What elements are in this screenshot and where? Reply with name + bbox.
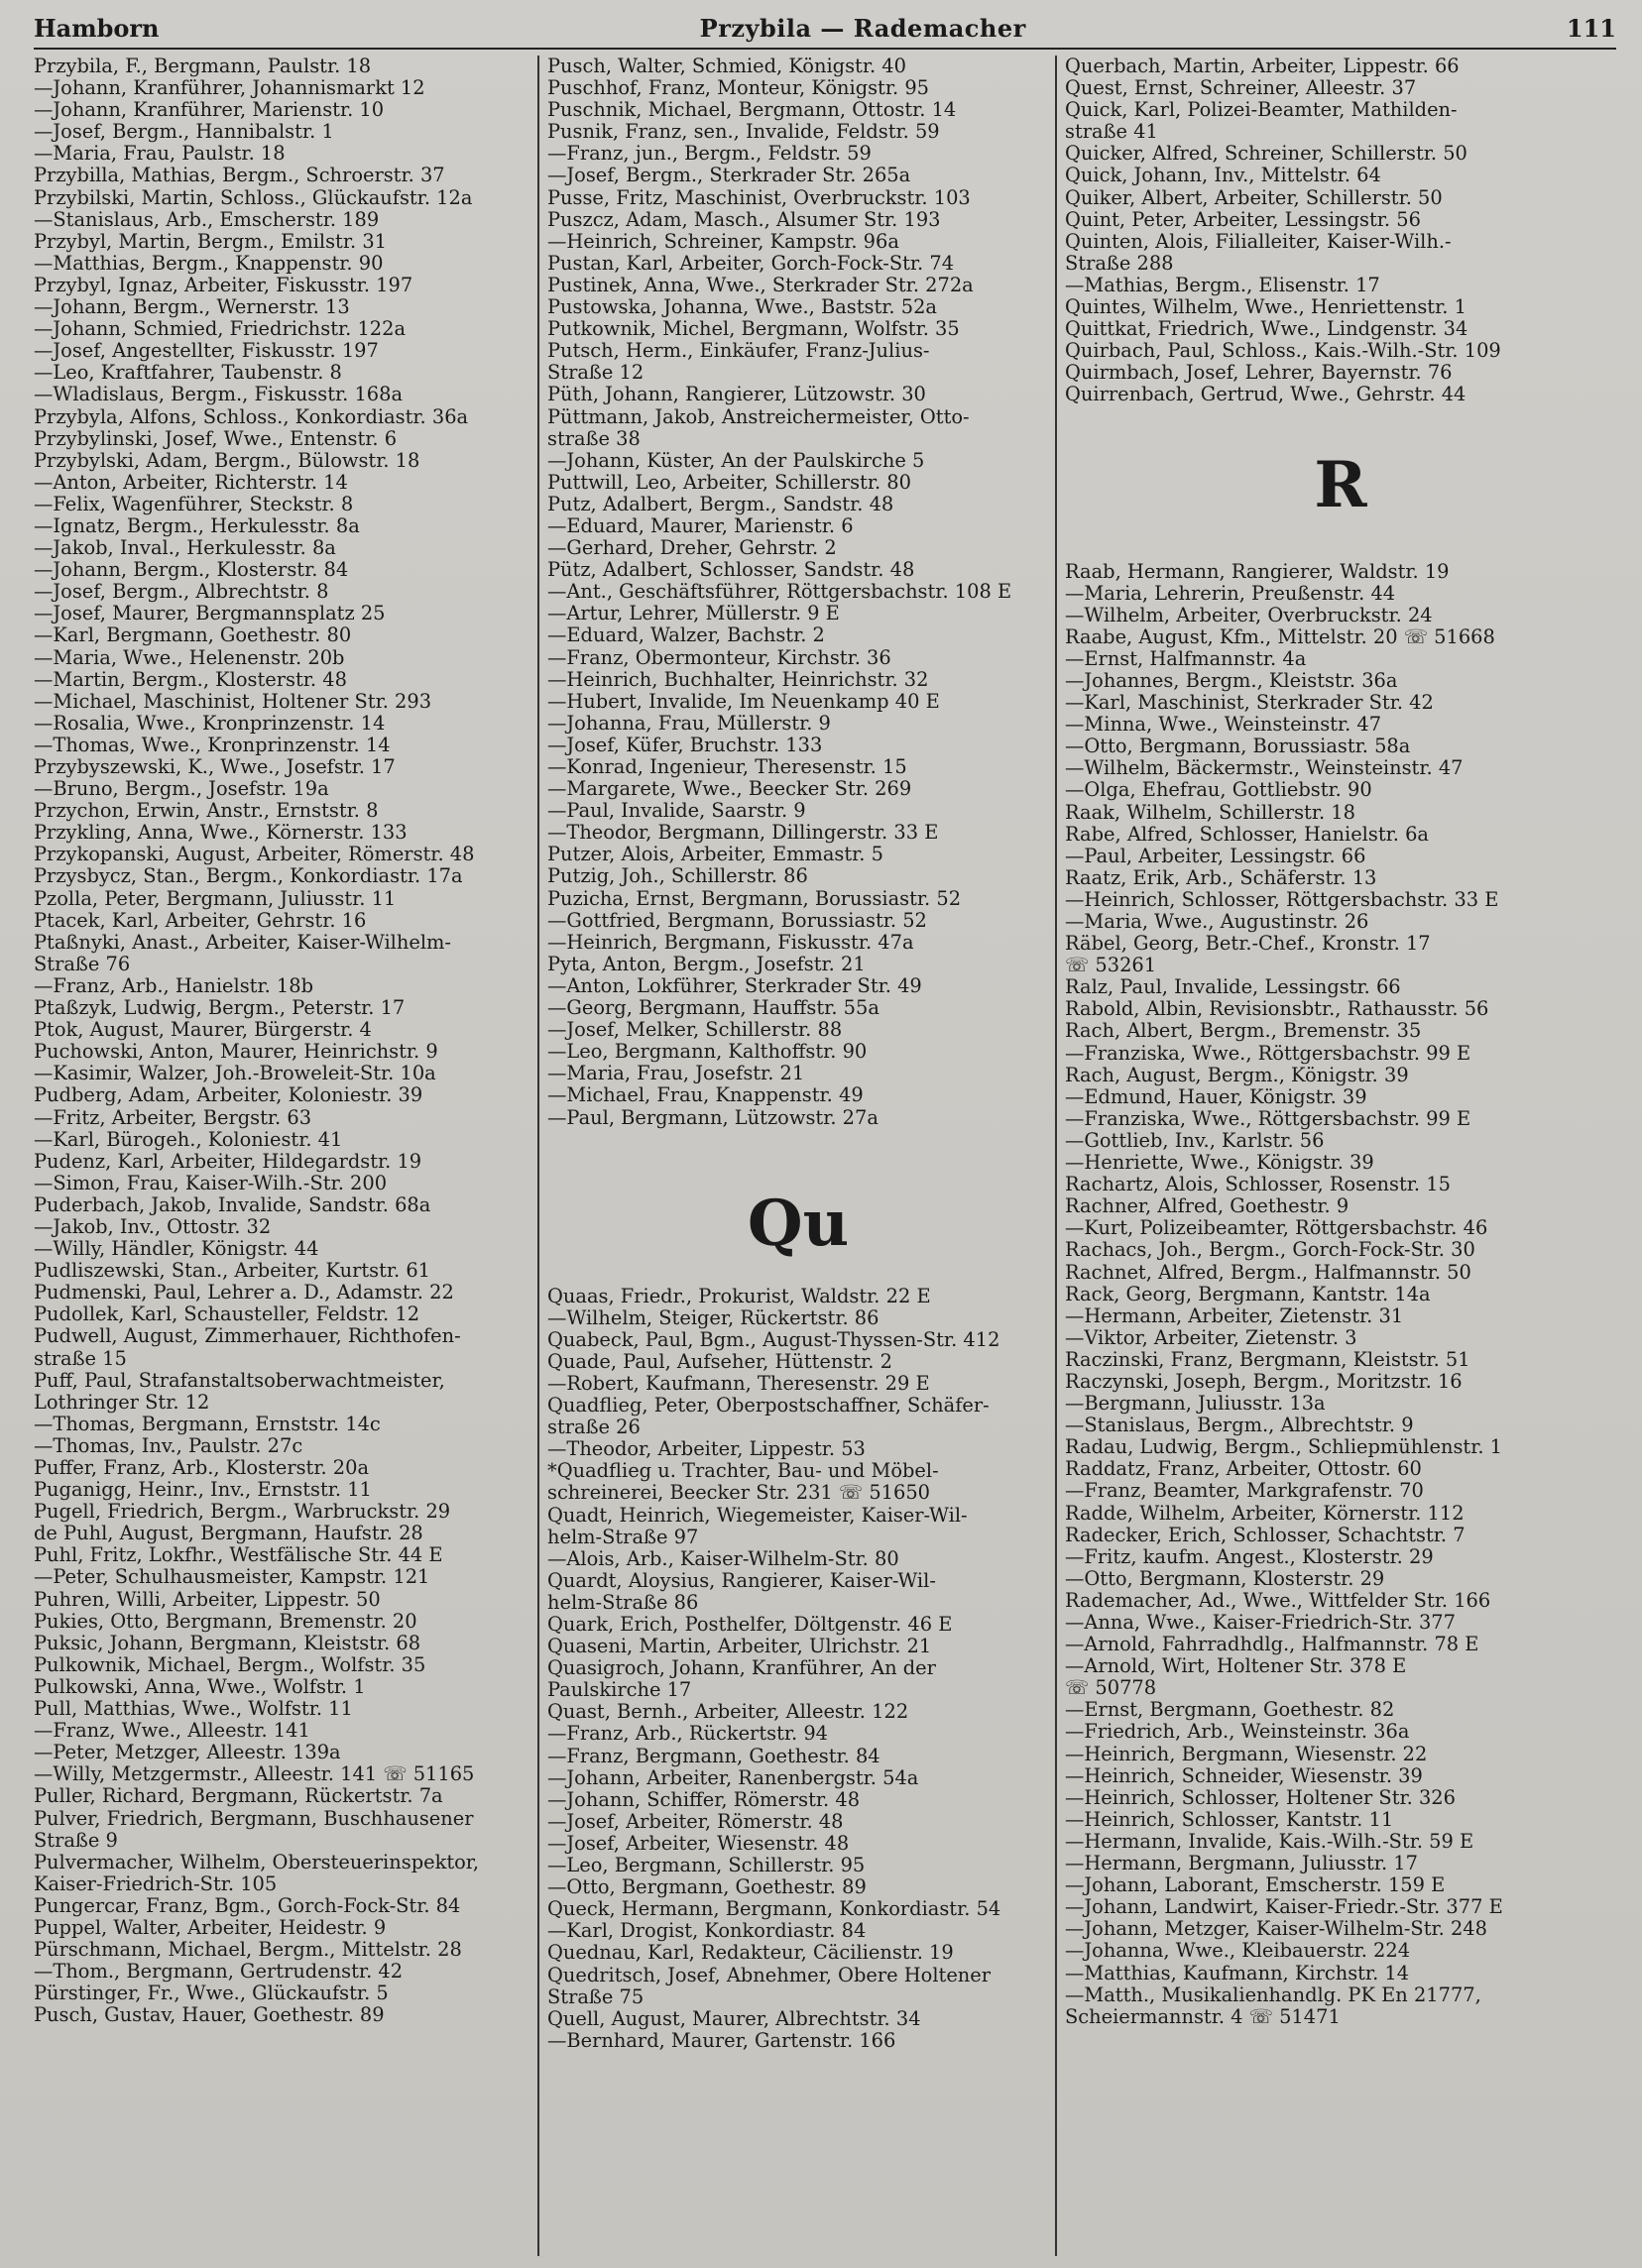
directory-entry: —Peter, Metzger, Alleestr. 139a [34,1742,341,1764]
directory-entry: Quade, Paul, Aufseher, Hüttenstr. 2 [547,1350,892,1373]
entries-col2-bottom [547,1286,1049,2052]
directory-entry: —Bergmann, Juliusstr. 13a [1065,1393,1326,1416]
directory-entry: schreinerei, Beecker Str. 231 ☏ 51650 [547,1482,931,1505]
directory-entry: Quintes, Wilhelm, Wwe., Henriettenstr. 1 [1065,296,1466,319]
directory-entry: Pürschmann, Michael, Bergm., Mittelstr. 28 [34,1939,462,1962]
directory-entry: —Willy, Metzgermstr., Alleestr. 141 ☏ 51165 [34,1763,475,1786]
directory-entry: —Ernst, Bergmann, Goethestr. 82 [1065,1699,1395,1722]
directory-entry: Pyta, Anton, Bergm., Josefstr. 21 [547,953,866,975]
directory-entry: Quabeck, Paul, Bgm., August-Thyssen-Str. 412 [547,1328,1000,1351]
directory-entry: —Artur, Lehrer, Müllerstr. 9 E [547,603,840,625]
directory-entry: —Josef, Arbeiter, Wiesenstr. 48 [547,1832,850,1855]
directory-entry: Puff, Paul, Strafanstaltsoberwachtmeister, [34,1369,445,1392]
directory-entry: Puschhof, Franz, Monteur, Königstr. 95 [547,77,929,100]
directory-entry: Straße 75 [547,1985,645,2008]
directory-entry: Rack, Georg, Bergmann, Kantstr. 14a [1065,1283,1431,1305]
directory-entry: —Eduard, Maurer, Marienstr. 6 [547,514,854,537]
directory-entry: —Johann, Schmied, Friedrichstr. 122a [34,318,407,341]
directory-entry: —Gottfried, Bergmann, Borussiastr. 52 [547,909,927,932]
directory-entry: —Wilhelm, Bäckermstr., Weinsteinstr. 47 [1065,757,1464,780]
directory-entry: Quast, Bernh., Arbeiter, Alleestr. 122 [547,1701,909,1724]
directory-entry: Przybilski, Martin, Schloss., Glückaufstr. 12a [34,186,473,209]
directory-entry: Przybila, F., Bergmann, Paulstr. 18 [34,56,372,77]
directory-entry: Rachacs, Joh., Bergm., Gorch-Fock-Str. 30 [1065,1239,1475,1262]
directory-entry: Pulkowski, Anna, Wwe., Wolfstr. 1 [34,1675,366,1698]
directory-entry: —Michael, Frau, Knappenstr. 49 [547,1084,864,1107]
directory-entry: —Thomas, Bergmann, Ernststr. 14c [34,1413,381,1435]
directory-entry: Quick, Karl, Polizei-Beamter, Mathilden- [1065,99,1458,122]
directory-entry: —Heinrich, Buchhalter, Heinrichstr. 32 [547,668,929,691]
directory-entry: —Johanna, Frau, Müllerstr. 9 [547,712,831,735]
directory-entry: —Josef, Küfer, Bruchstr. 133 [547,734,823,756]
directory-entry: —Leo, Bergmann, Kalthoffstr. 90 [547,1041,868,1064]
directory-entry: —Leo, Kraftfahrer, Taubenstr. 8 [34,362,342,385]
directory-entry: —Karl, Bürogeh., Koloniestr. 41 [34,1128,343,1151]
directory-entry: Przybyl, Ignaz, Arbeiter, Fiskusstr. 197 [34,274,413,296]
directory-entry: Quirmbach, Josef, Lehrer, Bayernstr. 76 [1065,362,1453,385]
directory-entry: straße 41 [1065,121,1158,144]
directory-entry: Pugell, Friedrich, Bergm., Warbruckstr. 29 [34,1501,451,1524]
directory-entry: Pusnik, Franz, sen., Invalide, Feldstr. 59 [547,121,940,144]
directory-entry: Scheiermannstr. 4 ☏ 51471 [1065,2005,1341,2028]
directory-entry: ☏ 53261 [1065,955,1157,977]
directory-entry: Raabe, August, Kfm., Mittelstr. 20 ☏ 51668 [1065,625,1495,648]
directory-entry: —Martin, Bergm., Klosterstr. 48 [34,668,347,691]
directory-entry: —Felix, Wagenführer, Steckstr. 8 [34,493,354,515]
directory-entry: —Konrad, Ingenieur, Theresenstr. 15 [547,756,907,778]
directory-entry: Pustan, Karl, Arbeiter, Gorch-Fock-Str. 74 [547,252,955,275]
directory-entry: Przychon, Erwin, Anstr., Ernststr. 8 [34,800,379,823]
directory-entry: Przybylinski, Josef, Wwe., Entenstr. 6 [34,427,398,450]
directory-entry: —Gerhard, Dreher, Gehrstr. 2 [547,537,837,560]
directory-entry: —Franz, Beamter, Markgrafenstr. 70 [1065,1480,1424,1503]
directory-entry: —Maria, Frau, Josefstr. 21 [547,1063,805,1085]
directory-entry: —Heinrich, Schreiner, Kampstr. 96a [547,230,899,253]
directory-entry: —Josef, Bergm., Hannibalstr. 1 [34,121,334,144]
directory-entry: —Johann, Arbeiter, Ranenbergstr. 54a [547,1766,919,1789]
directory-entry: —Paul, Bergmann, Lützowstr. 27a [547,1106,879,1129]
directory-entry: Puffer, Franz, Arb., Klosterstr. 20a [34,1457,370,1479]
directory-entry: —Johann, Bergm., Wernerstr. 13 [34,296,350,319]
directory-entry: —Heinrich, Schneider, Wiesenstr. 39 [1065,1764,1423,1787]
directory-entry: Quell, August, Maurer, Albrechtstr. 34 [547,2007,921,2030]
directory-entry: —Theodor, Bergmann, Dillingerstr. 33 E [547,822,939,845]
directory-entry: —Peter, Schulhausmeister, Kampstr. 121 [34,1566,430,1589]
directory-entry: —Fritz, Arbeiter, Bergstr. 63 [34,1106,312,1129]
directory-entry: Quedritsch, Josef, Abnehmer, Obere Holtener [547,1964,992,1986]
columns [34,56,1616,2256]
directory-entry: —Maria, Wwe., Augustinstr. 26 [1065,911,1369,933]
directory-entry: —Ant., Geschäftsführer, Röttgersbachstr. 108 E [547,581,1012,604]
directory-entry: —Alois, Arb., Kaiser-Wilhelm-Str. 80 [547,1547,899,1570]
page-header [34,14,1616,50]
directory-entry: Quadt, Heinrich, Wiegemeister, Kaiser-Wil- [547,1504,968,1527]
directory-entry: —Minna, Wwe., Weinsteinstr. 47 [1065,714,1382,737]
directory-entry: Püth, Johann, Rangierer, Lützowstr. 30 [547,384,926,406]
directory-entry: —Gottlieb, Inv., Karlstr. 56 [1065,1129,1325,1152]
directory-entry: —Bernhard, Maurer, Gartenstr. 166 [547,2029,896,2052]
directory-entry: —Michael, Maschinist, Holtener Str. 293 [34,690,432,713]
directory-entry: Paulskirche 17 [547,1679,692,1702]
directory-entry: —Hermann, Bergmann, Juliusstr. 17 [1065,1853,1418,1875]
directory-entry: straße 26 [547,1417,641,1439]
directory-entry: Pungercar, Franz, Bgm., Gorch-Fock-Str. 84 [34,1894,461,1917]
directory-entry: Quest, Ernst, Schreiner, Alleestr. 37 [1065,77,1417,100]
directory-entry: —Hubert, Invalide, Im Neuenkamp 40 E [547,690,940,713]
directory-entry: Putsch, Herm., Einkäufer, Franz-Julius- [547,340,930,363]
directory-entry: —Robert, Kaufmann, Theresenstr. 29 E [547,1372,930,1395]
directory-entry: Quicker, Alfred, Schreiner, Schillerstr. 50 [1065,143,1467,166]
directory-entry: Püttmann, Jakob, Anstreichermeister, Otto- [547,405,970,428]
directory-entry: Quirbach, Paul, Schloss., Kais.-Wilh.-Str. 109 [1065,340,1501,363]
directory-entry: —Anna, Wwe., Kaiser-Friedrich-Str. 377 [1065,1612,1456,1634]
directory-entry: —Matthias, Bergm., Knappenstr. 90 [34,252,384,275]
directory-entry: —Eduard, Walzer, Bachstr. 2 [547,624,825,647]
directory-entry: Przysbycz, Stan., Bergm., Konkordiastr. 17a [34,865,463,888]
directory-entry: Radecker, Erich, Schlosser, Schachtstr. 7 [1065,1524,1466,1546]
directory-entry: Puganigg, Heinr., Inv., Ernststr. 11 [34,1479,372,1502]
directory-entry: —Henriette, Wwe., Königstr. 39 [1065,1152,1374,1175]
directory-entry: —Maria, Wwe., Helenenstr. 20b [34,646,345,669]
directory-entry: helm-Straße 97 [547,1526,699,1548]
directory-entry: —Stanislaus, Arb., Emscherstr. 189 [34,208,380,231]
directory-entry: —Theodor, Arbeiter, Lippestr. 53 [547,1438,866,1461]
directory-entry: Puzicha, Ernst, Bergmann, Borussiastr. 52 [547,887,962,910]
directory-entry: Przybyla, Alfons, Schloss., Konkordiastr. 36a [34,405,469,428]
entries-col3-top [1065,56,1616,406]
directory-entry: Ptacek, Karl, Arbeiter, Gehrstr. 16 [34,909,367,932]
header-city: Hamborn [34,14,160,43]
directory-entry: —Josef, Arbeiter, Römerstr. 48 [547,1810,844,1833]
directory-entry: —Josef, Angestellter, Fiskusstr. 197 [34,340,379,363]
directory-entry: Ptaßzyk, Ludwig, Bergm., Peterstr. 17 [34,997,406,1020]
directory-entry: Rabe, Alfred, Schlosser, Hanielstr. 6a [1065,823,1429,846]
directory-entry: Puller, Richard, Bergmann, Rückertstr. 7a [34,1785,443,1808]
directory-entry: Pustinek, Anna, Wwe., Sterkrader Str. 272a [547,274,974,296]
directory-entry: —Fritz, kaufm. Angest., Klosterstr. 29 [1065,1545,1434,1568]
directory-entry: Putkownik, Michel, Bergmann, Wolfstr. 35 [547,318,960,341]
directory-entry: Pusse, Fritz, Maschinist, Overbruckstr. 103 [547,186,971,209]
directory-entry: —Viktor, Arbeiter, Zietenstr. 3 [1065,1326,1357,1349]
directory-entry: —Mathias, Bergm., Elisenstr. 17 [1065,274,1380,296]
directory-entry: helm-Straße 86 [547,1591,699,1614]
directory-entry: Raczinski, Franz, Bergmann, Kleiststr. 51 [1065,1348,1470,1371]
page-number: 111 [1566,14,1616,43]
column-1 [34,56,539,2256]
directory-entry: Kaiser-Friedrich-Str. 105 [34,1872,278,1895]
directory-entry: —Franz, Arb., Hanielstr. 18b [34,974,314,997]
directory-entry: Przybylski, Adam, Bergm., Bülowstr. 18 [34,449,420,472]
directory-entry: —Karl, Maschinist, Sterkrader Str. 42 [1065,692,1434,715]
directory-entry: —Johann, Kranführer, Johannismarkt 12 [34,77,425,100]
directory-entry: —Arnold, Wirt, Holtener Str. 378 E [1065,1655,1407,1678]
directory-entry: Quasigroch, Johann, Kranführer, An der [547,1657,936,1680]
directory-entry: *Quadflieg u. Trachter, Bau- und Möbel- [547,1460,939,1483]
directory-entry: Pütz, Adalbert, Schlosser, Sandstr. 48 [547,559,915,582]
directory-entry: Puhren, Willi, Arbeiter, Lippestr. 50 [34,1588,381,1611]
directory-entry: Puchowski, Anton, Maurer, Heinrichstr. 9 [34,1041,438,1064]
directory-entry: —Kasimir, Walzer, Joh.-Broweleit-Str. 10a [34,1063,436,1085]
directory-entry: —Josef, Maurer, Bergmannsplatz 25 [34,603,386,625]
directory-entry: Puderbach, Jakob, Invalide, Sandstr. 68a [34,1193,431,1216]
directory-entry: Rach, August, Bergm., Königstr. 39 [1065,1064,1409,1086]
directory-entry: Radde, Wilhelm, Arbeiter, Körnerstr. 112 [1065,1502,1465,1525]
directory-entry: Rademacher, Ad., Wwe., Wittfelder Str. 166 [1065,1589,1491,1612]
column-2 [539,56,1057,2256]
directory-entry: Putzer, Alois, Arbeiter, Emmastr. 5 [547,844,883,866]
directory-entry: Putzig, Joh., Schillerstr. 86 [547,865,808,888]
directory-entry: Querbach, Martin, Arbeiter, Lippestr. 66 [1065,56,1460,77]
directory-entry: Quardt, Aloysius, Rangierer, Kaiser-Wil- [547,1569,936,1592]
directory-entry: —Franz, Bergmann, Goethestr. 84 [547,1745,880,1767]
directory-entry: —Jakob, Inv., Ottostr. 32 [34,1215,272,1238]
directory-entry: —Willy, Händler, Königstr. 44 [34,1238,319,1261]
directory-entry: Pukies, Otto, Bergmann, Bremenstr. 20 [34,1610,417,1633]
section-initial-r: R [1314,447,1367,522]
directory-entry: —Rosalia, Wwe., Kronprinzenstr. 14 [34,712,386,735]
directory-entry: Ralz, Paul, Invalide, Lessingstr. 66 [1065,976,1401,999]
directory-entry: Ptok, August, Maurer, Bürgerstr. 4 [34,1019,372,1042]
directory-entry: —Jakob, Inval., Herkulesstr. 8a [34,537,336,560]
directory-entry: Pzolla, Peter, Bergmann, Juliusstr. 11 [34,887,397,910]
directory-entry: —Hermann, Arbeiter, Zietenstr. 31 [1065,1304,1404,1327]
directory-entry: —Thom., Bergmann, Gertrudenstr. 42 [34,1961,404,1984]
header-range: Przybila — Rademacher [699,14,1026,43]
directory-entry: —Paul, Invalide, Saarstr. 9 [547,800,806,823]
directory-entry: Pudliszewski, Stan., Arbeiter, Kurtstr. 61 [34,1260,431,1283]
directory-entry: ☏ 50778 [1065,1677,1157,1700]
directory-entry: —Josef, Melker, Schillerstr. 88 [547,1019,843,1042]
directory-entry: —Matth., Musikalienhandlg. PK En 21777, [1065,1984,1481,2006]
directory-entry: Quark, Erich, Posthelfer, Döltgenstr. 46 E [547,1614,953,1636]
directory-entry: —Maria, Frau, Paulstr. 18 [34,143,286,166]
directory-entry: —Kurt, Polizeibeamter, Röttgersbachstr. 46 [1065,1217,1488,1240]
directory-entry: —Ernst, Halfmannstr. 4a [1065,647,1307,670]
directory-entry: Straße 12 [547,362,645,385]
directory-entry: —Anton, Arbeiter, Richterstr. 14 [34,471,348,494]
directory-entry: —Anton, Lokführer, Sterkrader Str. 49 [547,974,922,997]
directory-entry: —Wilhelm, Arbeiter, Overbruckstr. 24 [1065,604,1433,626]
directory-entry: Quednau, Karl, Redakteur, Cäcilienstr. 19 [547,1942,954,1965]
directory-entry: —Thomas, Wwe., Kronprinzenstr. 14 [34,734,391,756]
directory-entry: Quirrenbach, Gertrud, Wwe., Gehrstr. 44 [1065,384,1466,406]
directory-entry: Pudollek, Karl, Schausteller, Feldstr. 12 [34,1304,420,1326]
directory-entry: —Arnold, Fahrradhdlg., Halfmannstr. 78 E [1065,1634,1479,1656]
directory-entry: Räbel, Georg, Betr.-Chef., Kronstr. 17 [1065,933,1431,956]
directory-entry: —Heinrich, Schlosser, Kantstr. 11 [1065,1808,1394,1831]
directory-entry: —Wladislaus, Bergm., Fiskusstr. 168a [34,384,404,406]
directory-entry: —Franziska, Wwe., Röttgersbachstr. 99 E [1065,1042,1471,1065]
directory-entry: —Otto, Bergmann, Goethestr. 89 [547,1876,867,1899]
directory-entry: —Johann, Laborant, Emscherstr. 159 E [1065,1874,1446,1897]
directory-entry: —Heinrich, Schlosser, Röttgersbachstr. 33 E [1065,888,1499,911]
directory-entry: —Maria, Lehrerin, Preußenstr. 44 [1065,582,1396,605]
directory-entry: Quick, Johann, Inv., Mittelstr. 64 [1065,165,1381,187]
directory-entry: —Josef, Bergm., Albrechtstr. 8 [34,581,329,604]
directory-entry: Quaseni, Martin, Arbeiter, Ulrichstr. 21 [547,1636,932,1658]
directory-entry: Przybyszewski, K., Wwe., Josefstr. 17 [34,756,396,778]
directory-entry: —Leo, Bergmann, Schillerstr. 95 [547,1855,866,1877]
directory-entry: Pusch, Walter, Schmied, Königstr. 40 [547,56,906,77]
directory-entry: —Karl, Drogist, Konkordiastr. 84 [547,1920,867,1943]
directory-entry: Quinten, Alois, Filialleiter, Kaiser-Wilh.- [1065,230,1452,253]
directory-entry: —Friedrich, Arb., Weinsteinstr. 36a [1065,1721,1410,1744]
directory-entry: Quaas, Friedr., Prokurist, Waldstr. 22 E [547,1285,931,1307]
entries-col3-bottom [1065,561,1616,2028]
directory-entry: Przybilla, Mathias, Bergm., Schroerstr. 37 [34,165,445,187]
directory-entry: —Thomas, Inv., Paulstr. 27c [34,1434,303,1457]
directory-entry: Putz, Adalbert, Bergm., Sandstr. 48 [547,493,894,515]
directory-entry: —Johann, Schiffer, Römerstr. 48 [547,1788,861,1811]
directory-entry: Raddatz, Franz, Arbeiter, Ottostr. 60 [1065,1458,1422,1481]
directory-entry: —Heinrich, Bergmann, Wiesenstr. 22 [1065,1743,1428,1765]
directory-entry: Pudmenski, Paul, Lehrer a. D., Adamstr. 22 [34,1282,454,1304]
directory-entry: Straße 76 [34,953,131,975]
directory-entry: Pull, Matthias, Wwe., Wolfstr. 11 [34,1698,353,1721]
directory-entry: —Heinrich, Bergmann, Fiskusstr. 47a [547,931,914,954]
column-3 [1057,56,1616,2256]
directory-entry: —Hermann, Invalide, Kais.-Wilh.-Str. 59 E [1065,1830,1474,1853]
directory-entry: Pulkownik, Michael, Bergm., Wolfstr. 35 [34,1653,426,1676]
directory-entry: Rachartz, Alois, Schlosser, Rosenstr. 15 [1065,1174,1451,1196]
directory-entry: Lothringer Str. 12 [34,1391,210,1414]
directory-entry: —Wilhelm, Steiger, Rückertstr. 86 [547,1306,880,1329]
directory-entry: Puszcz, Adam, Masch., Alsumer Str. 193 [547,208,941,231]
directory-entry: —Karl, Bergmann, Goethestr. 80 [34,624,352,647]
directory-entry: Puppel, Walter, Arbeiter, Heidestr. 9 [34,1916,387,1939]
directory-entry: Quiker, Albert, Arbeiter, Schillerstr. 50 [1065,186,1443,209]
directory-entry: Rabold, Albin, Revisionsbtr., Rathausstr. 56 [1065,998,1489,1021]
directory-entry: Pulvermacher, Wilhelm, Obersteuerinspektor, [34,1851,480,1873]
directory-entry: Przybyl, Martin, Bergm., Emilstr. 31 [34,230,387,253]
directory-entry: Raak, Wilhelm, Schillerstr. 18 [1065,801,1355,824]
directory-entry: Radau, Ludwig, Bergm., Schliepmühlenstr. 1 [1065,1436,1502,1459]
directory-entry: —Stanislaus, Bergm., Albrechtstr. 9 [1065,1415,1414,1437]
directory-entry: Pürstinger, Fr., Wwe., Glückaufstr. 5 [34,1983,389,2005]
directory-entry: Straße 288 [1065,252,1174,275]
directory-entry: Quint, Peter, Arbeiter, Lessingstr. 56 [1065,208,1421,231]
directory-entry: —Franziska, Wwe., Röttgersbachstr. 99 E [1065,1107,1471,1130]
directory-entry: —Simon, Frau, Kaiser-Wilh.-Str. 200 [34,1172,388,1194]
directory-entry: —Franz, Arb., Rückertstr. 94 [547,1723,829,1746]
directory-entry: —Johann, Bergm., Klosterstr. 84 [34,559,349,582]
directory-entry: —Johann, Kranführer, Marienstr. 10 [34,99,385,122]
directory-entry: Rach, Albert, Bergm., Bremenstr. 35 [1065,1020,1422,1043]
directory-entry: Przykopanski, August, Arbeiter, Römerstr. 48 [34,844,475,866]
directory-entry: Puhl, Fritz, Lokfhr., Westfälische Str. 44 E [34,1544,443,1567]
directory-entry: —Heinrich, Schlosser, Holtener Str. 326 [1065,1786,1456,1809]
directory-entry: —Bruno, Bergm., Josefstr. 19a [34,778,329,801]
directory-entry: Pusch, Gustav, Hauer, Goethestr. 89 [34,2004,385,2027]
directory-entry: —Johann, Küster, An der Paulskirche 5 [547,449,925,472]
directory-entry: Pulver, Friedrich, Bergmann, Buschhausener [34,1807,474,1830]
directory-entry: Pudberg, Adam, Arbeiter, Koloniestr. 39 [34,1084,423,1107]
directory-entry: Raczynski, Joseph, Bergm., Moritzstr. 16 [1065,1370,1463,1393]
directory-entry: Puksic, Johann, Bergmann, Kleiststr. 68 [34,1632,421,1654]
directory-entry: Quittkat, Friedrich, Wwe., Lindgenstr. 34 [1065,318,1468,341]
directory-entry: straße 38 [547,427,641,450]
directory-entry: —Otto, Bergmann, Klosterstr. 29 [1065,1567,1385,1590]
directory-entry: Rachnet, Alfred, Bergm., Halfmannstr. 50 [1065,1261,1471,1284]
directory-entry: Rachner, Alfred, Goethestr. 9 [1065,1195,1349,1218]
directory-entry: Pustowska, Johanna, Wwe., Baststr. 52a [547,296,937,319]
directory-entry: —Olga, Ehefrau, Gottliebstr. 90 [1065,779,1372,802]
directory-entry: —Franz, jun., Bergm., Feldstr. 59 [547,143,872,166]
directory-entry: —Johannes, Bergm., Kleiststr. 36a [1065,669,1398,692]
directory-entry: Straße 9 [34,1829,118,1852]
directory-entry: —Paul, Arbeiter, Lessingstr. 66 [1065,845,1366,867]
directory-entry: —Matthias, Kaufmann, Kirchstr. 14 [1065,1962,1410,1984]
directory-entry: Ptaßnyki, Anast., Arbeiter, Kaiser-Wilhelm- [34,931,451,954]
directory-entry: Quadflieg, Peter, Oberpostschaffner, Schäfer- [547,1395,990,1418]
directory-entry: —Franz, Obermonteur, Kirchstr. 36 [547,646,891,669]
directory-entry: —Otto, Bergmann, Borussiastr. 58a [1065,736,1411,758]
directory-entry: Przykling, Anna, Wwe., Körnerstr. 133 [34,822,408,845]
directory-entry: Raab, Hermann, Rangierer, Waldstr. 19 [1065,560,1450,583]
directory-entry: —Johann, Metzger, Kaiser-Wilhelm-Str. 248 [1065,1918,1487,1941]
directory-entry: —Ignatz, Bergm., Herkulesstr. 8a [34,514,360,537]
directory-entry: —Georg, Bergmann, Hauffstr. 55a [547,997,880,1020]
directory-entry: de Puhl, August, Bergmann, Haufstr. 28 [34,1523,423,1545]
directory-entry: —Johann, Landwirt, Kaiser-Friedr.-Str. 377 E [1065,1896,1503,1919]
directory-entry: —Edmund, Hauer, Königstr. 39 [1065,1085,1367,1108]
directory-entry: Pudenz, Karl, Arbeiter, Hildegardstr. 19 [34,1150,422,1173]
entries-col1 [34,56,529,2026]
directory-entry: Puttwill, Leo, Arbeiter, Schillerstr. 80 [547,471,911,494]
directory-entry: —Franz, Wwe., Alleestr. 141 [34,1720,310,1743]
directory-entry: —Johanna, Wwe., Kleibauerstr. 224 [1065,1940,1411,1963]
directory-entry: straße 15 [34,1347,127,1370]
directory-entry: —Josef, Bergm., Sterkrader Str. 265a [547,165,911,187]
entries-col2-top [547,56,1049,1129]
directory-entry: Queck, Hermann, Bergmann, Konkordiastr. 54 [547,1898,1001,1921]
directory-entry: —Margarete, Wwe., Beecker Str. 269 [547,778,912,801]
directory-entry: Puschnik, Michael, Bergmann, Ottostr. 14 [547,99,957,122]
directory-entry: Raatz, Erik, Arb., Schäferstr. 13 [1065,866,1377,889]
directory-entry: Pudwell, August, Zimmerhauer, Richthofen- [34,1325,461,1348]
section-initial-qu: Qu [747,1186,850,1261]
